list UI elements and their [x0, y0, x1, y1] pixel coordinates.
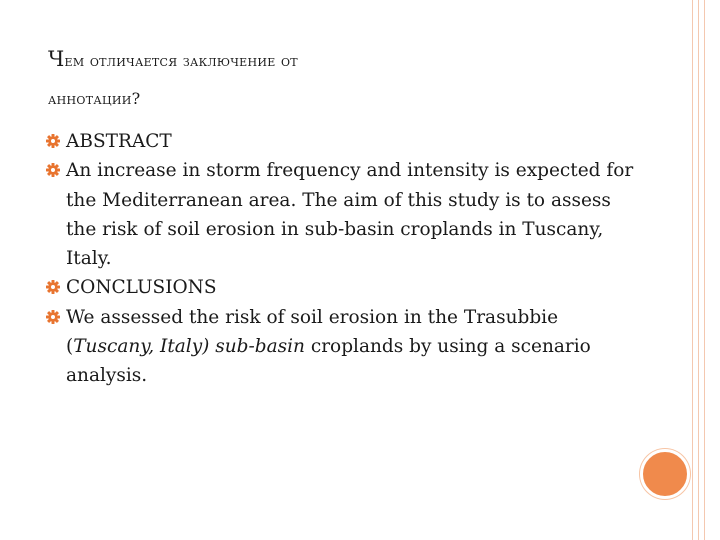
bullet-item-conclusions [46, 273, 646, 302]
bullet-text [66, 303, 646, 391]
gear-bullet-icon [46, 280, 60, 294]
bullet-list [46, 127, 646, 391]
bullet-text-italic: Tuscany, Italy) sub-basin [73, 336, 305, 358]
title-line-1-text: ем отличается заключение от [64, 51, 298, 70]
title-line-2: аннотации? [48, 89, 141, 108]
bullet-text-part3: croplands by using a scenario analysis. [66, 336, 591, 387]
right-border-line-2 [698, 0, 699, 540]
gear-bullet-icon [46, 134, 60, 148]
gear-bullet-icon [46, 163, 60, 177]
bullet-text-part1: We assessed the risk of soil erosion in the Trasubbie ( [66, 306, 559, 358]
bullet-text: CONCLUSIONS [66, 277, 217, 299]
right-border-line-3 [704, 0, 705, 540]
bullet-item-abstract-body [46, 156, 646, 273]
decorative-orange-circle [640, 449, 690, 499]
bullet-item-conclusions-body [46, 303, 646, 391]
slide-title [48, 40, 608, 118]
title-initial: Ч [48, 47, 65, 71]
title-line-1 [48, 40, 608, 80]
right-border-line-1 [692, 0, 693, 540]
bullet-text: An increase in storm frequency and intensity is expected for the Mediterranean area. The aim of this study is to assess the risk of soil erosion in sub-basin croplands in Tuscany, Italy. [66, 160, 634, 270]
gear-bullet-icon [46, 310, 60, 324]
bullet-item-abstract [46, 127, 646, 156]
bullet-text: ABSTRACT [66, 131, 172, 152]
